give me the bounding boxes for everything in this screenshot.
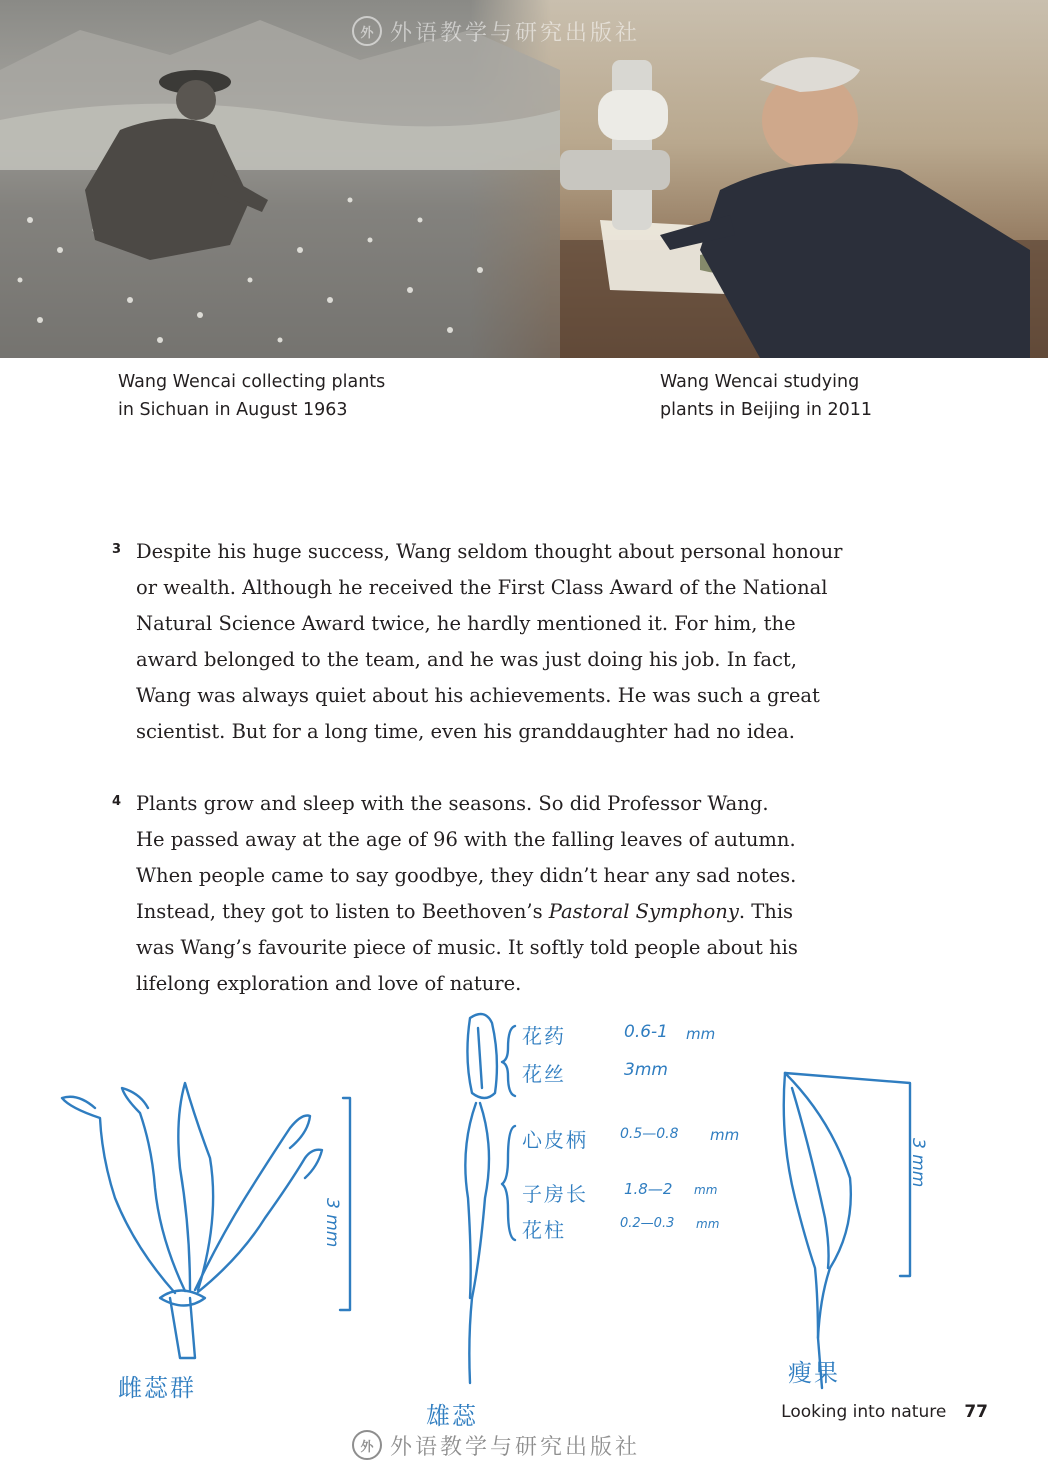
gynoecium-measure: 3 mm: [322, 1198, 342, 1248]
stamen-drawing: [465, 1014, 515, 1383]
publisher-watermark-bottom: [352, 1428, 640, 1462]
paragraph-3: [112, 534, 916, 750]
publisher-watermark-top: [352, 14, 640, 48]
text-line: or wealth. Although he received the First Class Award of the National: [136, 576, 828, 599]
note-anther-unit: mm: [686, 1025, 716, 1043]
text-line: Wang was always quiet about his achievements. He was such a great: [136, 684, 820, 707]
note-ovary-term: 子房长: [522, 1182, 588, 1206]
note-anther-term: 花药: [522, 1024, 566, 1048]
achene-label: 瘦果: [788, 1359, 840, 1387]
text-line: [136, 894, 916, 930]
note-carpel-stalk-unit: mm: [710, 1126, 740, 1144]
work-title: Pastoral Symphony: [548, 900, 739, 923]
note-style-term: 花柱: [522, 1218, 566, 1242]
caption-line: plants in Beijing in 2011: [660, 400, 873, 420]
note-anther-value: 0.6-1: [624, 1022, 668, 1042]
caption-line: in Sichuan in August 1963: [118, 400, 348, 420]
text-line: was Wang’s favourite piece of music. It softly told people about his: [136, 936, 798, 959]
text-run: Instead, they got to listen to Beethoven’s: [136, 900, 549, 923]
gynoecium-label: 雌蕊群: [118, 1374, 196, 1402]
text-line: He passed away at the age of 96 with the falling leaves of autumn.: [136, 828, 796, 851]
text-line: scientist. But for a long time, even his granddaughter had no idea.: [136, 720, 795, 743]
achene-measure: 3 mm: [908, 1138, 928, 1188]
photo-illustration: [0, 0, 1048, 358]
paragraph-4: [112, 786, 916, 1002]
caption-line: Wang Wencai studying: [660, 372, 860, 392]
note-ovary-unit: mm: [694, 1183, 718, 1197]
page-footer: [781, 1402, 988, 1422]
note-ovary-value: 1.8—2: [624, 1180, 673, 1198]
watermark-text: 外语教学与研究出版社: [390, 1434, 641, 1460]
achene-drawing: [784, 1073, 910, 1388]
text-line: Natural Science Award twice, he hardly mentioned it. For him, the: [136, 612, 796, 635]
photo-caption-right: [660, 368, 872, 424]
botanical-sketches: [40, 998, 980, 1438]
note-carpel-stalk-value: 0.5—0.8: [620, 1126, 679, 1142]
section-title: Looking into nature: [781, 1402, 947, 1422]
text-line: Plants grow and sleep with the seasons. So did Professor Wang.: [136, 792, 769, 815]
note-carpel-stalk-term: 心皮柄: [522, 1128, 588, 1152]
watermark-text: 外语教学与研究出版社: [390, 20, 641, 46]
note-style-value: 0.2—0.3: [620, 1216, 675, 1231]
text-line: award belonged to the team, and he was just doing his job. In fact,: [136, 648, 797, 671]
photo-band: [0, 0, 1048, 358]
publisher-logo-icon: 外: [352, 1430, 382, 1460]
photo-caption-left: [118, 368, 385, 424]
page-number: 77: [964, 1402, 988, 1422]
note-filament-term: 花丝: [522, 1062, 566, 1086]
paragraph-number: 4: [112, 794, 122, 809]
note-filament-value: 3mm: [624, 1060, 668, 1080]
text-line: Despite his huge success, Wang seldom thought about personal honour: [136, 540, 843, 563]
text-line: lifelong exploration and love of nature.: [136, 972, 522, 995]
publisher-logo-icon: 外: [352, 16, 382, 46]
text-line: When people came to say goodbye, they didn’t hear any sad notes.: [136, 864, 797, 887]
gynoecium-drawing: [62, 1083, 350, 1358]
text-run: . This: [738, 900, 794, 923]
note-style-unit: mm: [696, 1217, 720, 1231]
caption-line: Wang Wencai collecting plants: [118, 372, 386, 392]
paragraph-number: 3: [112, 542, 122, 557]
stamen-label: 雄蕊: [426, 1402, 478, 1430]
